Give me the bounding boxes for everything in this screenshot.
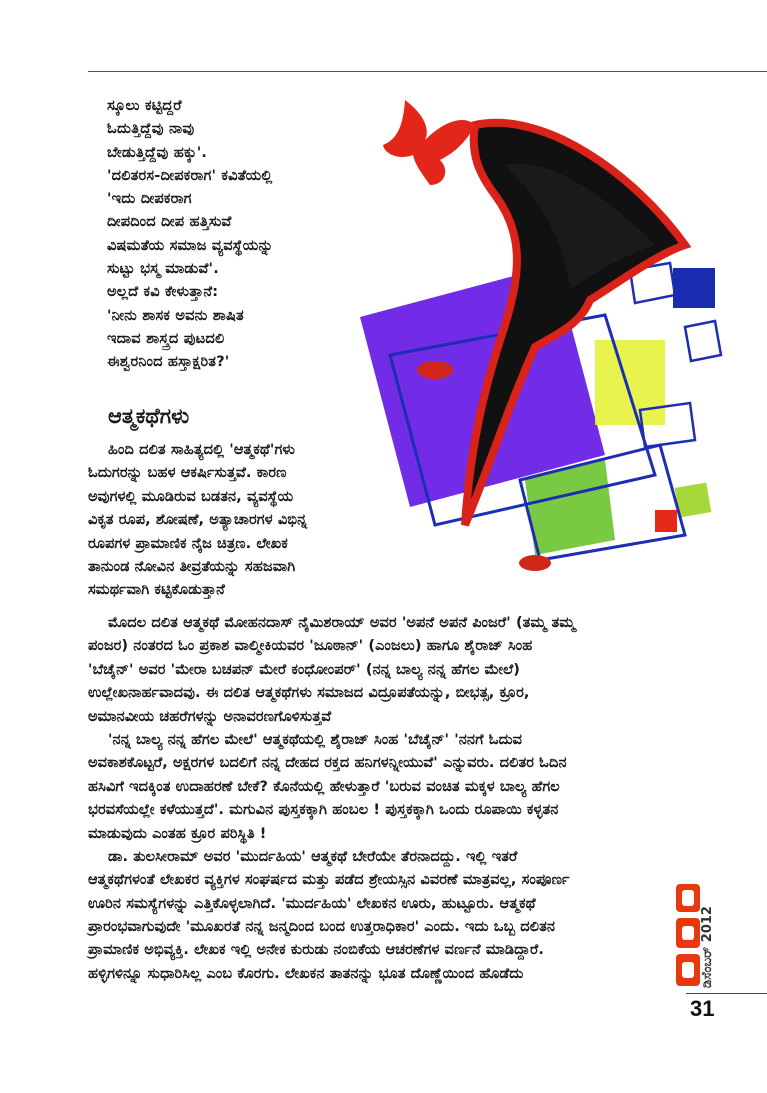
paragraph-line: ಹಳ್ಳಿಗಳಿನ್ನೂ ಸುಧಾರಿಸಿಲ್ಲ ಎಂಬ ಕೊರಗು. ಲೇಖಕನ ತಾತನನ್ನು ಭೂತ ದೊಣ್ಣೆಯಿಂದ ಹೊಡೆದು [88,965,524,982]
magazine-logo [674,880,704,990]
red-splash-shape [417,361,453,379]
paragraph-line: ಸಮರ್ಥವಾಗಿ ಕಟ್ಟಿಕೊಡುತ್ತಾನೆ [88,582,225,599]
red-flower-shape [383,100,475,185]
decorative-illustration [355,85,725,590]
poem-line: ಇದಾವ ಶಾಸ್ತ್ರದ ಪುಟದಲಿ [107,330,225,347]
paragraph-line: ಮಾಡುವುದು ಎಂತಹ ಕ್ರೂರ ಪರಿಸ್ಥಿತಿ ! [88,825,267,842]
logo-gap [682,962,694,978]
paragraph-line: ಓದುಗರನ್ನು ಬಹಳ ಆಕರ್ಷಿಸುತ್ತವೆ. ಕಾರಣ [88,465,287,482]
paragraph-line: ಮೊದಲ ದಲಿತ ಆತ್ಮಕಥೆ ಮೋಹನದಾಸ್ ನೈಮಿಶರಾಯ್ ಅವರ 'ಅಪನೆ ಅಪನೆ ಪಿಂಜರೆ' (ತಮ್ಮ ತಮ್ಮ [108,615,576,631]
blue-outline-square [685,321,721,361]
yellow-square-shape [595,340,665,425]
paragraph-line: ಉಲ್ಲೇಖನಾರ್ಹವಾದವು. ಈ ದಲಿತ ಆತ್ಮಕಥೆಗಳು ಸಮಾಜದ ವಿದ್ರೂಪತೆಯನ್ನು, ಬೀಭತ್ಸ, ಕ್ರೂರ, [88,685,530,702]
logo-gap [682,926,694,940]
poem-line: ಬೇಡುತ್ತಿದ್ದೆವು ಹಕ್ಕು'. [107,144,208,161]
paragraph-line: ಪ್ರಾರಂಭವಾಗುವುದೇ 'ಮೂಖರತೆ ನನ್ನ ಜನ್ಮದಿಂದ ಬಂದ ಉತ್ತರಾಧಿಕಾರ' ಎಂದು. ಇದು ಒಬ್ಬ ದಲಿತನ [88,919,556,936]
red-small-square [655,510,677,532]
poem-line: ಈಶ್ವರನಿಂದ ಹಸ್ತಾಕ್ಷರಿತ?' [107,354,230,371]
paragraph-line: ಅವಕಾಶಕೊಟ್ಟರೆ, ಅಕ್ಷರಗಳ ಬದಲಿಗೆ ನನ್ನ ದೇಹದ ರಕ್ತದ ಹನಿಗಳನ್ನೀಯುವೆ' ಎನ್ನುವರು. ದಲಿತರ ಓದಿನ [88,755,567,772]
top-rule [88,71,767,72]
paragraph-line: ಡಾ. ತುಲಸೀರಾಮ್ ಅವರ 'ಮುರ್ದಹಿಯ' ಆತ್ಮಕಥೆ ಬೇರೆಯೇ ತೆರನಾದದ್ದು. ಇಲ್ಲಿ ಇತರೆ [108,848,518,865]
poem-line: 'ಇದು ದೀಪಕರಾಗ [107,191,192,208]
paragraph-line: ಪಂಜರ) ನಂತರದ ಓಂ ಪ್ರಕಾಶ ವಾಲ್ಮೀಕಿಯವರ 'ಜೂಠಾನ್' (ಎಂಜಲು) ಹಾಗೂ ಶೈರಾಜ್ ಸಿಂಹ [88,638,533,655]
poem-line: 'ನೀನು ಶಾಸಕ ಅವನು ಶಾಷಿತ [107,307,244,324]
paragraph-line: ವಿಕೃತ ರೂಪ, ಶೋಷಣೆ, ಅತ್ಯಾಚಾರಗಳ ವಿಭಿನ್ನ [88,512,308,529]
logo-gap [682,890,694,906]
poem-line: ಅಲ್ಲದೆ ಕವಿ ಕೇಳುತ್ತಾನೆ: [107,284,219,301]
red-splash-shape [519,555,551,571]
paragraph-line: 'ನನ್ನ ಬಾಲ್ಯ ನನ್ನ ಹೆಗಲ ಮೇಲೆ' ಆತ್ಮಕಥೆಯಲ್ಲಿ ಶೈರಾಜ್ ಸಿಂಹ 'ಬೆಚೈನ್' 'ನನಗೆ ಓದುವ [108,731,523,748]
page-number-rule [686,993,767,994]
paragraph-line: ರೂಪಗಳ ಪ್ರಾಮಾಣಿಕ ನೈಜ ಚಿತ್ರಣ. ಲೇಖಕ [88,535,288,552]
poem-line: ವಿಷಮತೆಯ ಸಮಾಜ ವ್ಯವಸ್ಥೆಯನ್ನು [107,237,274,254]
body-text [88,612,688,986]
intro-paragraph [88,439,388,603]
section-heading: ಆತ್ಮಕಥೆಗಳು [108,404,190,428]
poem-line: 'ದಲಿತರಸ-ದೀಪಕರಾಗ' ಕವಿತೆಯಲ್ಲಿ [107,167,273,184]
paragraph-line: ಅಮಾನವೀಯ ಚಹರೆಗಳನ್ನು ಅನಾವರಣಗೊಳಿಸುತ್ತವೆ [88,708,332,725]
poem-line: ಓದುತ್ತಿದ್ದೆವು ನಾವು [107,121,195,138]
paragraph-line: ಪ್ರಾಮಾಣಿಕ ಅಭಿವ್ಯಕ್ತಿ. ಲೇಖಕ ಇಲ್ಲಿ ಅನೇಕ ಕುರುಡು ನಂಬಿಕೆಯ ಆಚರಣೆಗಳ ವರ್ಣನೆ ಮಾಡಿದ್ದಾರೆ. [88,942,544,959]
paragraph-line: ಅವುಗಳಲ್ಲಿ ಮೂಡಿರುವ ಬಡತನ, ವ್ಯವಸ್ಥೆಯ [88,488,294,505]
page-number: 31 [690,996,715,1021]
poem-line: ಸುಟ್ಟು ಭಸ್ಮ ಮಾಡುವೆ'. [107,261,219,278]
paragraph-line: ಹಸಿವಿಗೆ ಇದಕ್ಕಿಂತ ಉದಾಹರಣೆ ಬೇಕೆ? ಕೊನೆಯಲ್ಲಿ ಹೇಳುತ್ತಾರೆ 'ಬರುವ ವಂಚಿತ ಮಕ್ಕಳ ಬಾಲ್ಯ ಹೆಗಲ [88,778,560,795]
paragraph-line: ಭರವಸೆಯಲ್ಲೇ ಕಳೆಯುತ್ತದೆ'. ಮಗುವಿನ ಪುಸ್ತಕಕ್ಕಾಗಿ ಹಂಬಲ ! ಪುಸ್ತಕಕ್ಕಾಗಿ ಒಂದು ರೂಪಾಯಿ ಕಳ್ಳತನ [88,802,559,819]
paragraph-line: ಊರಿನ ಸಮಸ್ಯೆಗಳನ್ನು ಎತ್ತಿಕೊಳ್ಳಲಾಗಿದೆ. 'ಮುರ್ದಹಿಯ' ಲೇಖಕನ ಊರು, ಹುಟ್ಟೂರು. ಆತ್ಮಕಥೆ [88,895,536,912]
paragraph-line: ಆತ್ಮಕಥೆಗಳಂತೆ ಲೇಖಕರ ವ್ಯಕ್ತಿಗಳ ಸಂಘರ್ಷದ ಮತ್ತು ಪಡೆದ ಶ್ರೇಯಸ್ಸಿನ ವಿವರಣೆ ಮಾತ್ರವಲ್ಲ, ಸಂಪೂರ್ಣ [88,872,570,889]
blue-filled-square [673,268,715,308]
paragraph-line: ತಾನುಂಡ ನೋವಿನ ತೀವ್ರತೆಯನ್ನು ಸಹಜವಾಗಿ [88,558,296,575]
paragraph-line: 'ಬೆಚೈನ್' ಅವರ 'ಮೇರಾ ಬಚಪನ್ ಮೇರೆ ಕಂಧೋಂಪರ್' (ನನ್ನ ಬಾಲ್ಯ ನನ್ನ ಹೆಗಲ ಮೇಲೆ) [88,661,520,678]
issue-date-text: ಡಿಸೆಂಬರ್ 2012 [700,906,715,988]
paragraph-line: ಹಿಂದಿ ದಲಿತ ಸಾಹಿತ್ಯದಲ್ಲಿ 'ಆತ್ಮಕಥೆ'ಗಳು [108,442,295,458]
poem-line: ಸ್ಕೂಲು ಕಟ್ಟಿದ್ದರೆ [107,98,182,114]
poem-line: ದೀಪದಿಂದ ದೀಪ ಹತ್ತಿಸುವೆ [107,214,232,231]
